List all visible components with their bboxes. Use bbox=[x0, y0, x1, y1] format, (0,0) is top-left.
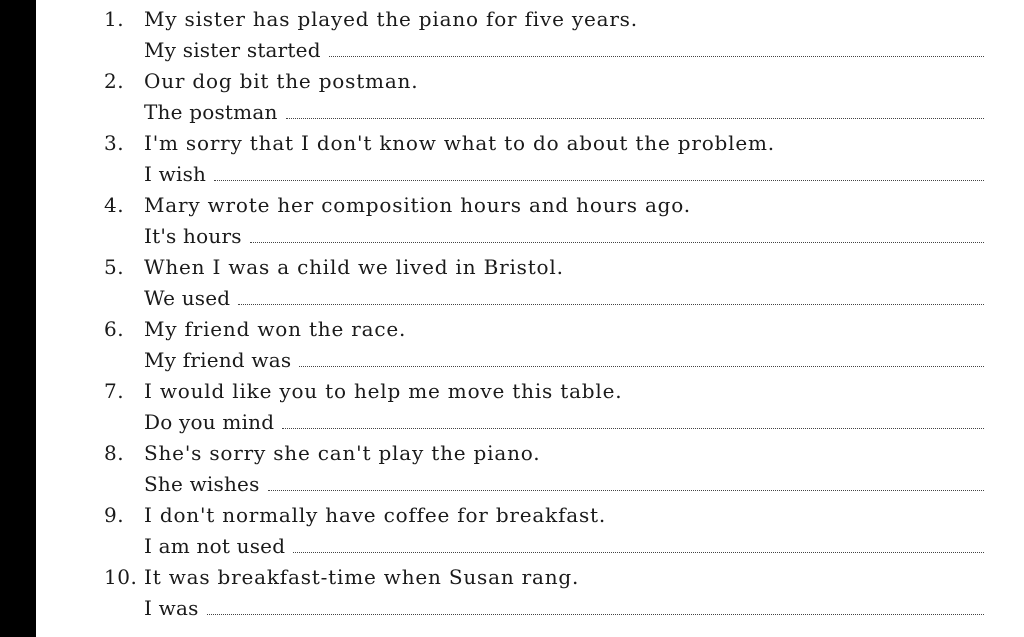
item-number: 7. bbox=[104, 378, 125, 403]
rewrite-prompt: I wish bbox=[144, 161, 207, 186]
answer-blank[interactable] bbox=[238, 290, 984, 305]
sentence-row bbox=[104, 437, 1004, 468]
original-sentence: It was breakfast-time when Susan rang. bbox=[144, 564, 580, 589]
prompt-row bbox=[104, 406, 1004, 437]
item-number: 6. bbox=[104, 316, 125, 341]
sentence-row bbox=[104, 375, 1004, 406]
original-sentence: Mary wrote her composition hours and hours ago. bbox=[144, 192, 691, 217]
item-number: 1. bbox=[104, 6, 125, 31]
sentence-row bbox=[104, 3, 1004, 34]
original-sentence: Our dog bit the postman. bbox=[144, 68, 419, 93]
original-sentence: My sister has played the piano for five years. bbox=[144, 6, 638, 31]
answer-blank[interactable] bbox=[282, 414, 984, 429]
answer-blank[interactable] bbox=[286, 104, 984, 119]
exercise-item bbox=[104, 561, 1004, 623]
prompt-row bbox=[104, 592, 1004, 623]
rewrite-prompt: I was bbox=[144, 595, 199, 620]
prompt-row bbox=[104, 282, 1004, 313]
rewrite-prompt: I am not used bbox=[144, 533, 286, 558]
exercise-list bbox=[104, 3, 1004, 623]
sentence-row bbox=[104, 189, 1004, 220]
rewrite-prompt: My friend was bbox=[144, 347, 292, 372]
prompt-row bbox=[104, 468, 1004, 499]
item-number: 9. bbox=[104, 502, 125, 527]
exercise-item bbox=[104, 3, 1004, 65]
item-number: 5. bbox=[104, 254, 125, 279]
exercise-item bbox=[104, 437, 1004, 499]
original-sentence: I don't normally have coffee for breakfast. bbox=[144, 502, 607, 527]
answer-blank[interactable] bbox=[207, 600, 984, 615]
original-sentence: I'm sorry that I don't know what to do about the problem. bbox=[144, 130, 775, 155]
answer-blank[interactable] bbox=[293, 538, 984, 553]
prompt-row bbox=[104, 158, 1004, 189]
exercise-item bbox=[104, 375, 1004, 437]
item-number: 8. bbox=[104, 440, 125, 465]
exercise-item bbox=[104, 189, 1004, 251]
exercise-item bbox=[104, 313, 1004, 375]
rewrite-prompt: Do you mind bbox=[144, 409, 275, 434]
rewrite-prompt: She wishes bbox=[144, 471, 260, 496]
original-sentence: She's sorry she can't play the piano. bbox=[144, 440, 541, 465]
answer-blank[interactable] bbox=[214, 166, 984, 181]
answer-blank[interactable] bbox=[329, 42, 984, 57]
item-number: 4. bbox=[104, 192, 125, 217]
left-border bbox=[0, 0, 36, 637]
rewrite-prompt: My sister started bbox=[144, 37, 321, 62]
rewrite-prompt: It's hours bbox=[144, 223, 242, 248]
prompt-row bbox=[104, 34, 1004, 65]
item-number: 2. bbox=[104, 68, 125, 93]
sentence-row bbox=[104, 65, 1004, 96]
prompt-row bbox=[104, 344, 1004, 375]
item-number: 3. bbox=[104, 130, 125, 155]
rewrite-prompt: The postman bbox=[144, 99, 278, 124]
exercise-item bbox=[104, 65, 1004, 127]
exercise-item bbox=[104, 127, 1004, 189]
sentence-row bbox=[104, 499, 1004, 530]
sentence-row bbox=[104, 127, 1004, 158]
answer-blank[interactable] bbox=[268, 476, 984, 491]
sentence-row bbox=[104, 561, 1004, 592]
prompt-row bbox=[104, 530, 1004, 561]
item-number: 10. bbox=[104, 564, 138, 589]
answer-blank[interactable] bbox=[250, 228, 984, 243]
prompt-row bbox=[104, 220, 1004, 251]
exercise-item bbox=[104, 499, 1004, 561]
exercise-item bbox=[104, 251, 1004, 313]
answer-blank[interactable] bbox=[299, 352, 984, 367]
sentence-row bbox=[104, 251, 1004, 282]
original-sentence: My friend won the race. bbox=[144, 316, 407, 341]
original-sentence: When I was a child we lived in Bristol. bbox=[144, 254, 564, 279]
prompt-row bbox=[104, 96, 1004, 127]
sentence-row bbox=[104, 313, 1004, 344]
original-sentence: I would like you to help me move this table. bbox=[144, 378, 623, 403]
rewrite-prompt: We used bbox=[144, 285, 231, 310]
